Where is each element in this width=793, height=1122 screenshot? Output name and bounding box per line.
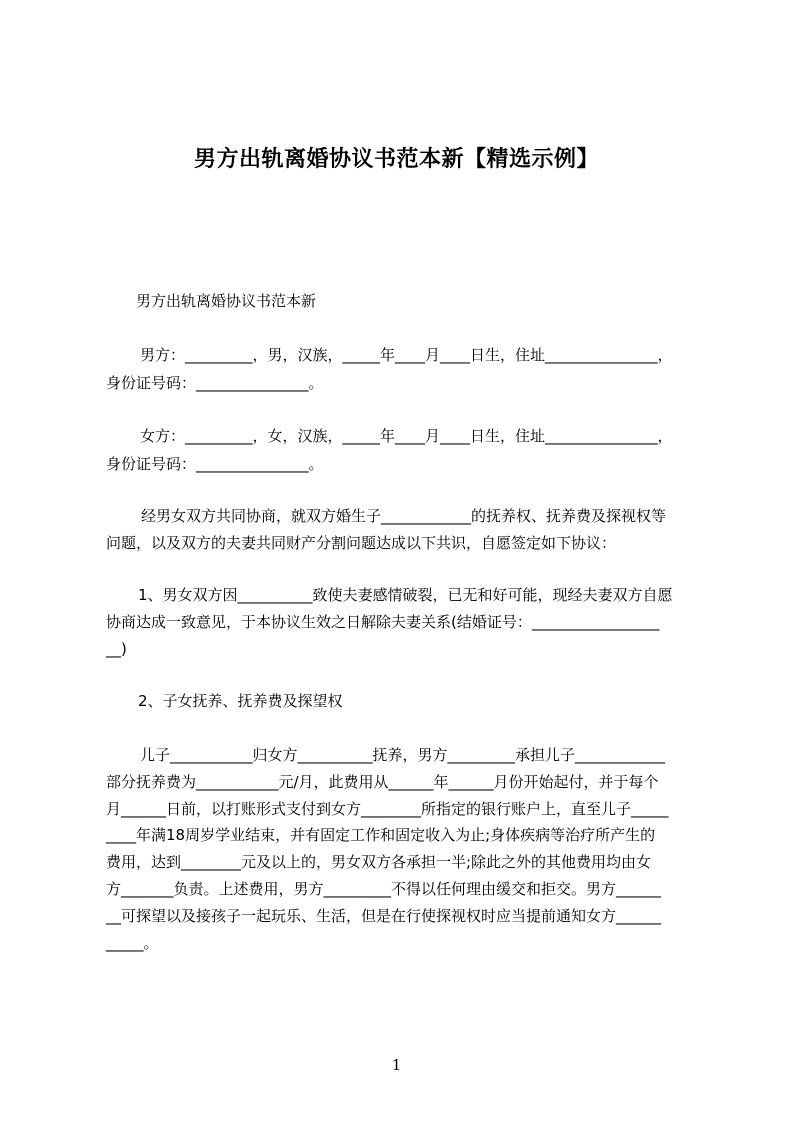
intro-line-2: 问题，以及双方的夫妻共同财产分割问题达成以下共识，自愿签定如下协议：	[106, 534, 617, 552]
clause1-line-2: 协商达成一致意见，于本协议生效之日解除夫妻关系(结婚证号：_________________	[106, 613, 660, 631]
clause2-line: 费用，达到________元及以上的，男女双方各承担一半;除此之外的其他费用均由女	[106, 853, 652, 871]
clause2-line: 方_______负责。上述费用，男方_________不得以任何理由缓交和拒交。男方______	[106, 880, 662, 898]
document-title: 男方出轨离婚协议书范本新【精选示例】	[193, 147, 599, 172]
husband-line-2: 身份证号码：_______________。	[106, 374, 324, 392]
document-subtitle: 男方出轨离婚协议书范本新	[136, 292, 317, 310]
clause2-heading: 2、子女抚养、抚养费及探望权	[138, 692, 343, 710]
clause1-line-3: __)	[106, 640, 127, 658]
clause2-line: 月______日前，以打账形式支付到女方________所指定的银行账户上，直至儿子_____	[106, 800, 669, 818]
clause2-line: __可探望以及接孩子一起玩乐、生活，但是在行使探视权时应当提前通知女方______	[106, 907, 662, 925]
husband-line-1: 男方：_________，男，汉族，_____年____月____日生，住址_______________，	[140, 346, 673, 364]
clause2-line: ____年满18周岁学业结束，并有固定工作和固定收入为止;身体疾病等治疗所产生的	[106, 826, 656, 844]
clause1-line-1: 1、男女双方因__________致使夫妻感情破裂，已无和好可能，现经夫妻双方自愿	[138, 586, 673, 604]
clause2-line: _____。	[106, 934, 159, 952]
wife-line-1: 女方：_________，女，汉族，_____年____月____日生，住址_______________，	[140, 427, 673, 445]
page-number: 1	[391, 1056, 402, 1074]
intro-line-1: 经男女双方共同协商，就双方婚生子____________的抚养权、抚养费及探视权等	[141, 507, 667, 525]
clause2-line: 儿子___________归女方__________抚养，男方_________承担儿子____________	[140, 746, 666, 764]
clause2-line: 部分抚养费为___________元/月，此费用从______年______月份开始起付，并于每个	[106, 773, 659, 791]
wife-line-2: 身份证号码：_______________。	[106, 455, 324, 473]
